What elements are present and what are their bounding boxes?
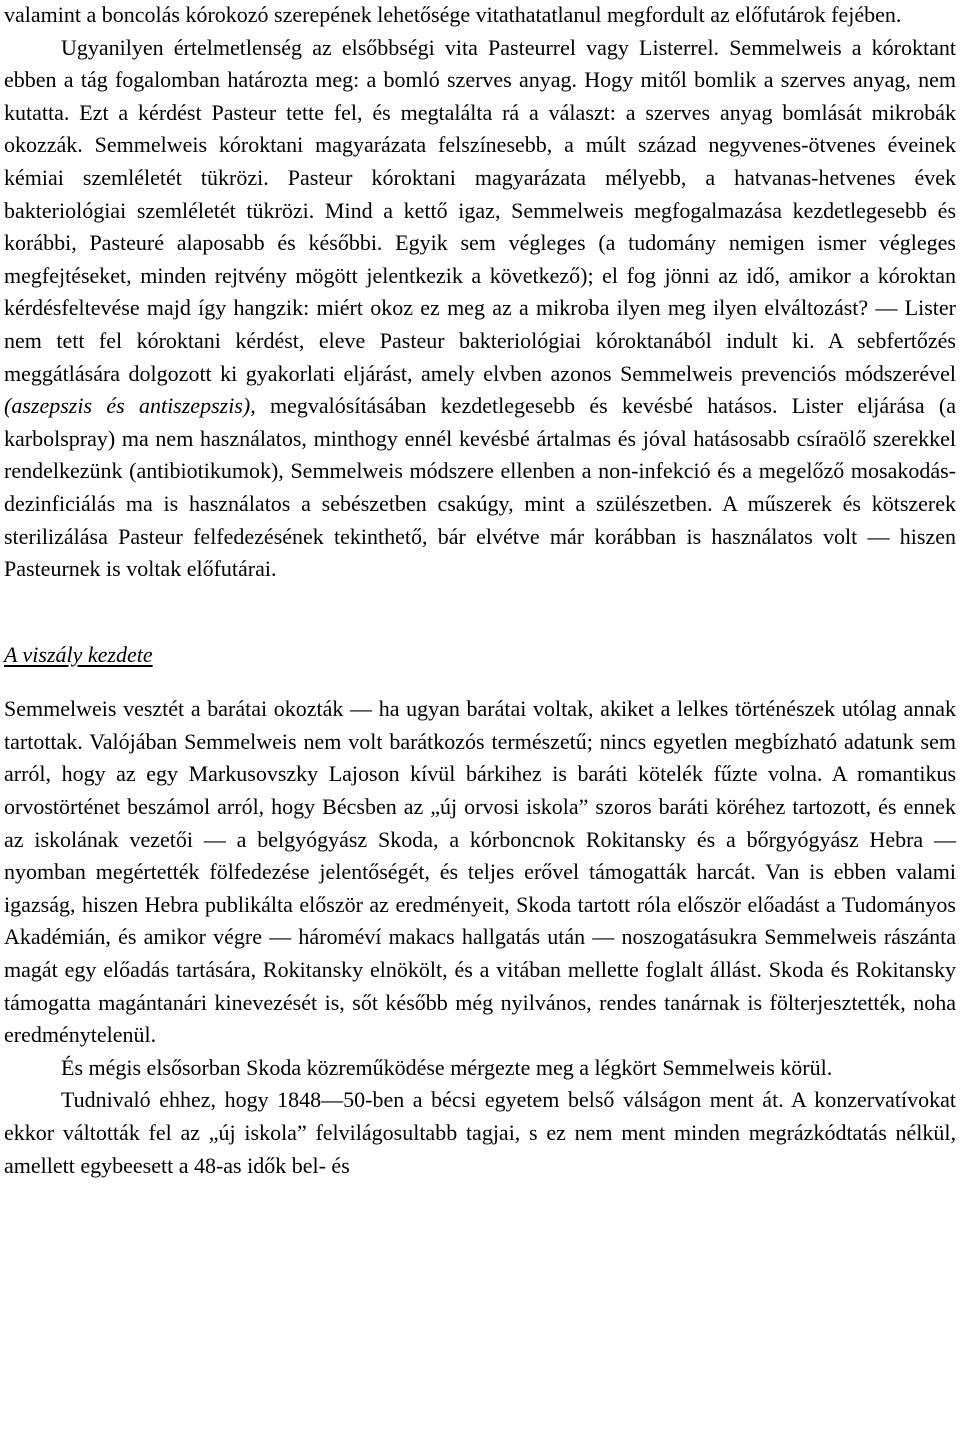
paragraph-priority-dispute: [4, 32, 956, 586]
paragraph-continuation: valamint a boncolás kórokozó szerepének lehetősége vitathatatlanul megfordult az előfutárok fejében.: [4, 2, 902, 27]
paragraph-text: megvalósításában kezdetlegesebb és kevésbé hatásos. Lister eljárása (a karbolspray) ma nem használatos, minthogy ennél kevésbé ártalmas és jóval hatásosabb csíraölő szerekkel rendelkezünk (antibiotikumok), Semmelweis módszere ellenben a non-infekció és a megelőző mosakodás-dezinficiálás ma is használatos a sebészetben csakúgy, mint a szülészetben. A műszerek és kötszerek sterilizálása Pasteur felfedezésének tekinthető, bár elvétve már korábban is használatos volt — hiszen Pasteurnek is voltak előfutárai.: [4, 393, 956, 582]
paragraph-crisis: Tudnivaló ehhez, hogy 1848—50-ben a bécsi egyetem belső válságon ment át. A konzervatívokat ekkor váltották fel az „új iskola” felvilágosultabb tagjai, s ez nem ment minden megrázkódtatás nélkül, amellett egybeesett a 48-as idők bel- és: [4, 1087, 956, 1178]
paragraph-friends: Semmelweis vesztét a barátai okozták — ha ugyan barátai voltak, akiket a lelkes történészek utólag annak tartottak. Valójában Semmelweis nem volt barátkozós természetű; nincs egyetlen megbízható adatunk sem arról, hogy az egy Markusovszky Lajoson kívül bárkihez is baráti kötelék fűzte volna. A romantikus orvostörténet beszámol arról, hogy Bécsben az „új orvosi iskola” szoros baráti köréhez tartozott, és ennek az iskolának vezetői — a belgyógyász Skoda, a kórboncnok Rokitansky és a bőrgyógyász Hebra — nyomban megértették fölfedezése jelentőségét, és teljes erővel támogatták harcát. Van is ebben valami igazság, hiszen Hebra publikálta először az eredményeit, Skoda tartott róla először előadást a Tudományos Akadémián, és amikor végre — hároméví makacs hallgatás után — noszogatásukra Semmelweis rászánta magát egy előadás tartására, Rokitansky elnökölt, és a vitában mellette foglalt állást. Skoda és Rokitansky támogatta magántanári kinevezését is, sőt később még nyilvános, rendes tanárnak is fölterjesztették, noha eredménytelenül.: [4, 696, 956, 1048]
section-heading: A viszály kezdete: [4, 641, 153, 667]
italic-term: (aszepszis és antiszepszis),: [4, 393, 256, 419]
paragraph-text: Ugyanilyen értelmetlenség az elsőbbségi vita Pasteurrel vagy Listerrel. Semmelweis a kóroktant ebben a tág fogalomban határozta meg: a bomló szerves anyag. Hogy mitől bomlik a szerves anyag, nem kutatta. Ezt a kérdést Pasteur tette fel, és megtalálta rá a választ: a szerves anyag bomlását mikrobák okozzák. Semmelweis kóroktani magyarázata felszínesebb, a múlt század negyvenes-ötvenes éveinek kémiai szemléletét tükrözi. Pasteur kóroktani magyarázata mélyebb, a hatvanas-hetvenes évek bakteriológiai szemléletét tükrözi. Mind a kettő igaz, Semmelweis megfogalmazása kezdetlegesebb és korábbi, Pasteuré alaposabb és későbbi. Egyik sem végleges (a tudomány nemigen ismer végleges megfejtéseket, minden rejtvény mögött jelentkezik a következő); el fog jönni az idő, amikor a kóroktan kérdésfeltevése majd így hangzik: miért okoz ez meg az a mikroba ilyen meg ilyen elváltozást? — Lister nem tett fel kóroktani kérdést, eleve Pasteur bakteriológiai kóroktanából indult ki. A sebfertőzés meggátlására dolgozott ki gyakorlati eljárást, amely elvben azonos Semmelweis prevenciós módszerével: [4, 34, 956, 386]
document-page: [4, 0, 956, 1182]
paragraph-skoda: És mégis elsősorban Skoda közreműködése mérgezte meg a légkört Semmelweis körül.: [61, 1054, 833, 1080]
